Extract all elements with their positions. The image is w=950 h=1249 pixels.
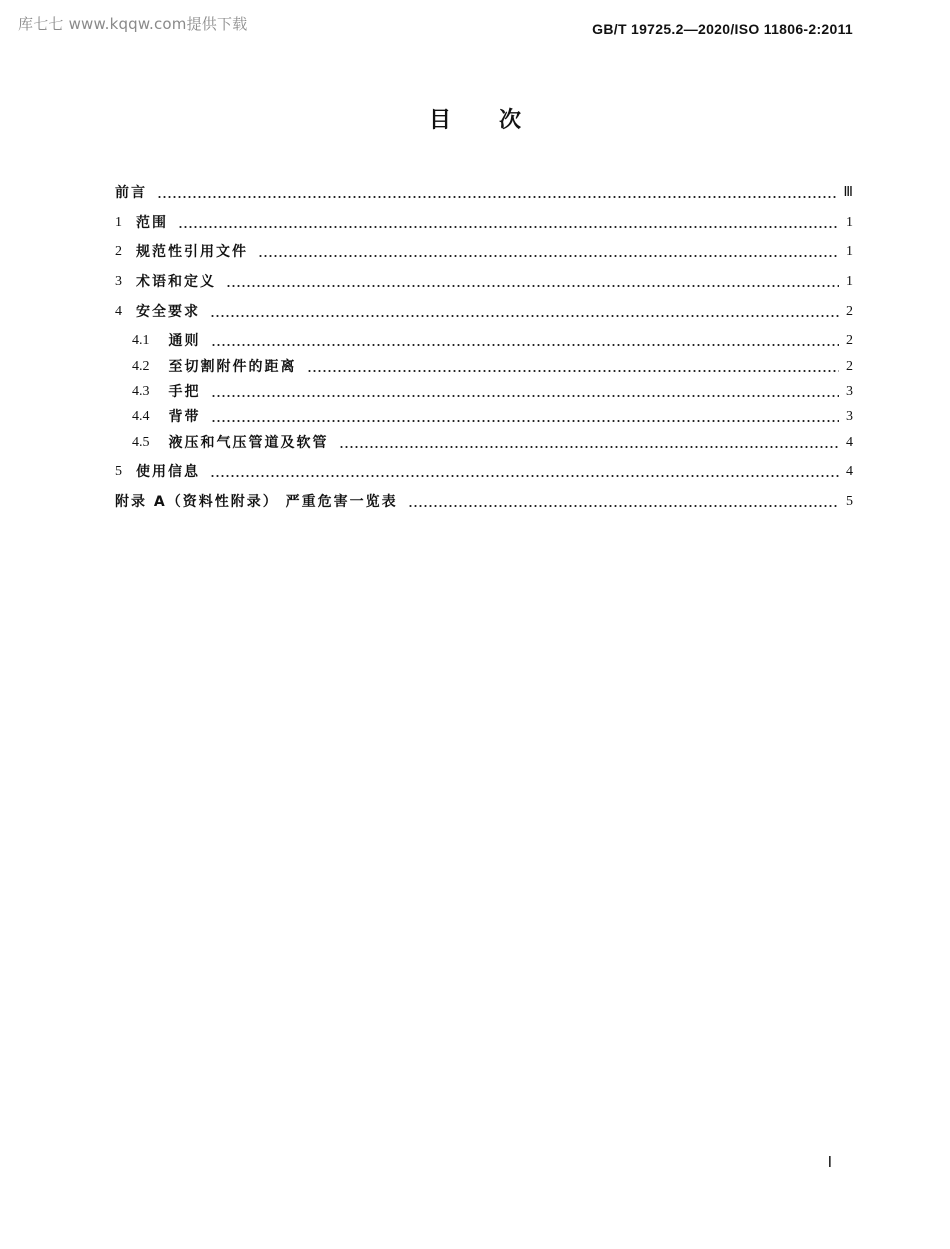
toc-entry-number: 4.5 <box>132 435 150 450</box>
toc-entry-number: 1 <box>115 215 122 230</box>
dot-leader <box>226 272 839 292</box>
toc-entry-label: 范围 <box>136 215 168 231</box>
dot-leader <box>211 382 840 402</box>
toc-entry-page: 3 <box>846 409 853 424</box>
toc-entry-page: 4 <box>846 435 853 450</box>
toc-entry-information-for-use[interactable] <box>115 462 853 482</box>
dot-leader <box>408 492 839 512</box>
toc-entry-page: 3 <box>846 384 853 399</box>
toc-entry-number: 5 <box>115 464 122 479</box>
toc-entry-distance-to-cutting-attachment[interactable] <box>132 357 853 377</box>
toc-entry-number: 4.1 <box>132 333 150 348</box>
toc-entry-page: 4 <box>846 464 853 479</box>
toc-entry-hydraulic-pneumatic-lines[interactable] <box>132 433 853 453</box>
toc-entry-page: 1 <box>846 215 853 230</box>
toc-entry-number: 4.2 <box>132 359 150 374</box>
toc-entry-page: 1 <box>846 244 853 259</box>
toc-entry-scope[interactable] <box>115 213 853 233</box>
toc-entry-number: 4.4 <box>132 409 150 424</box>
toc-entry-label: 手把 <box>168 384 201 400</box>
toc-entry-label: 前言 <box>115 185 147 201</box>
toc-entry-label: 安全要求 <box>136 304 200 320</box>
toc-entry-label: 至切割附件的距离 <box>168 359 297 375</box>
toc-entry-safety-requirements[interactable] <box>115 302 853 322</box>
toc-entry-page: 5 <box>846 494 853 509</box>
toc-entry-label: 背带 <box>168 409 201 425</box>
toc-entry-label: 附录 A（资料性附录） 严重危害一览表 <box>115 494 398 510</box>
toc-entry-number: 3 <box>115 274 122 289</box>
dot-leader <box>210 462 839 482</box>
toc-entry-handles[interactable] <box>132 382 853 402</box>
toc-entry-number: 4 <box>115 304 122 319</box>
toc-entry-normative-references[interactable] <box>115 242 853 262</box>
toc-entry-label: 通则 <box>168 333 201 349</box>
toc-entry-label: 使用信息 <box>136 464 200 480</box>
dot-leader <box>157 183 837 203</box>
toc-entry-terms[interactable] <box>115 272 853 292</box>
toc-entry-page: Ⅲ <box>843 185 853 200</box>
toc-entry-page: 2 <box>846 333 853 348</box>
toc-entry-number: 4.3 <box>132 384 150 399</box>
toc-entry-page: 1 <box>846 274 853 289</box>
dot-leader <box>339 433 840 453</box>
dot-leader <box>178 213 839 233</box>
toc-entry-number: 2 <box>115 244 122 259</box>
dot-leader <box>258 242 839 262</box>
toc-entry-general[interactable] <box>132 331 853 351</box>
watermark-text: 库七七 www.kqqw.com提供下载 <box>18 15 248 33</box>
dot-leader <box>211 407 840 427</box>
toc-entry-label: 液压和气压管道及软管 <box>168 435 329 451</box>
toc-title: 目次 <box>428 108 569 133</box>
page-number: Ⅰ <box>827 1155 832 1171</box>
toc-entry-label: 术语和定义 <box>136 274 216 290</box>
toc-entry-harness[interactable] <box>132 407 853 427</box>
toc-entry-foreword[interactable] <box>115 183 853 203</box>
dot-leader <box>307 357 840 377</box>
toc-entry-annex-a[interactable] <box>115 492 853 512</box>
dot-leader <box>210 302 839 322</box>
standard-code: GB/T 19725.2—2020/ISO 11806-2:2011 <box>592 21 853 37</box>
toc-entry-page: 2 <box>846 359 853 374</box>
dot-leader <box>211 331 840 351</box>
toc-entry-label: 规范性引用文件 <box>136 244 248 260</box>
toc-entry-page: 2 <box>846 304 853 319</box>
